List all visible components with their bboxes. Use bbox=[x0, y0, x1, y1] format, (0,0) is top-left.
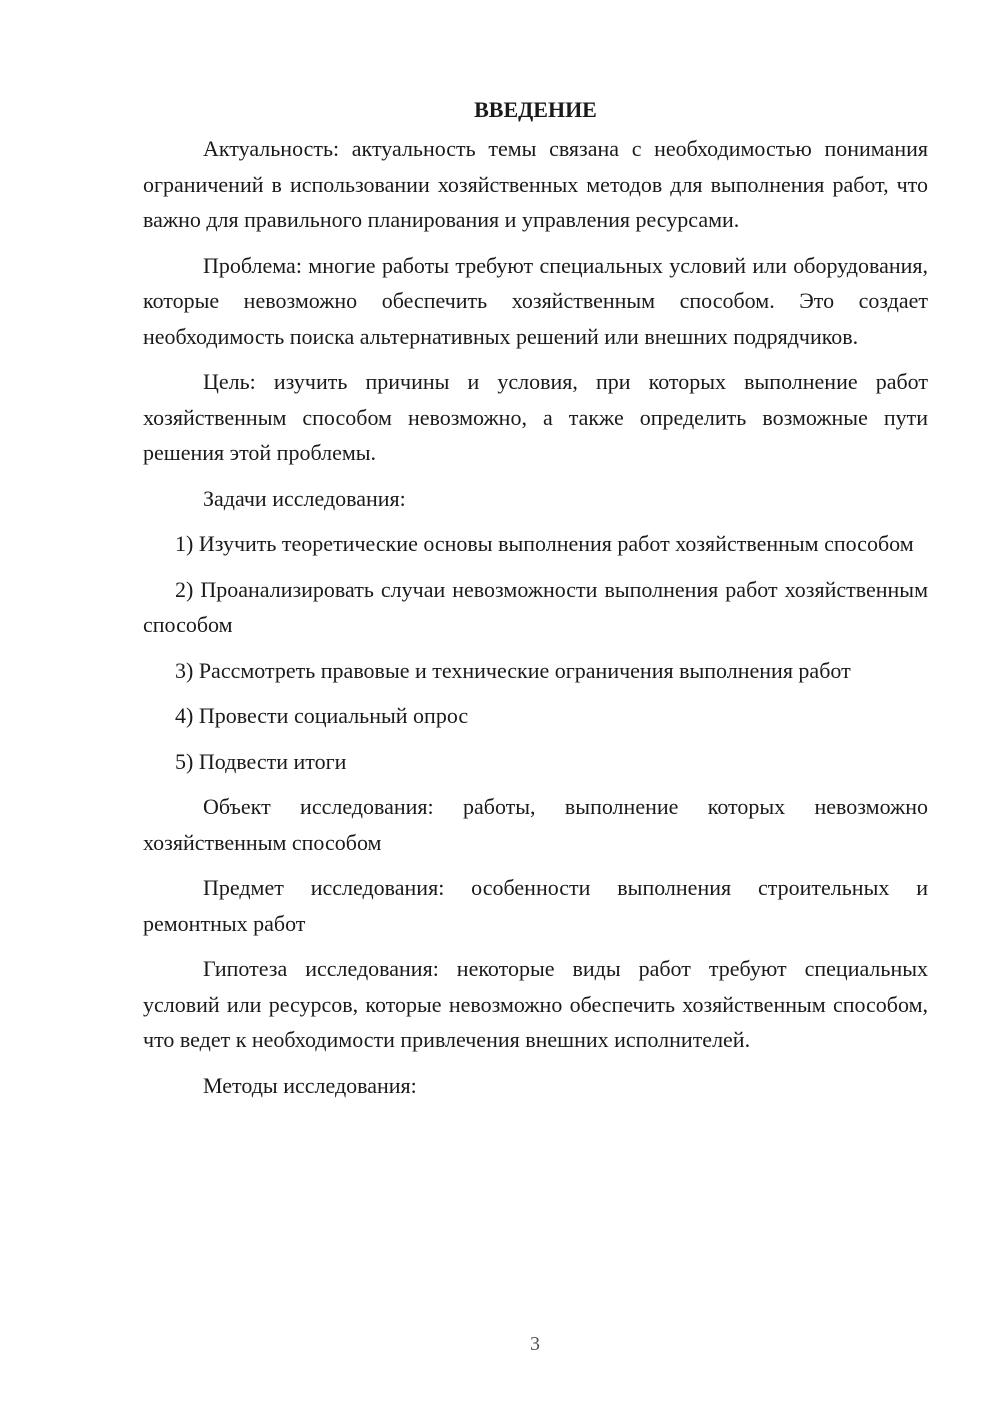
task-item: 1) Изучить теоретические основы выполнения работ хозяйственным способом bbox=[175, 531, 914, 556]
paragraph-methods: Методы исследования: bbox=[203, 1072, 417, 1098]
page-number: 3 bbox=[530, 1333, 540, 1355]
task-item: 2) Проанализировать случаи невозможности выполнения работ хозяйственным способом bbox=[143, 576, 928, 637]
task-item: 3) Рассмотреть правовые и технические ограничения выполнения работ bbox=[175, 657, 851, 683]
paragraph-object: Объект исследования: работы, выполнение которых невозможно хозяйственным способом bbox=[143, 794, 928, 855]
section-heading: ВВЕДЕНИЕ bbox=[474, 97, 597, 122]
task-item: 5) Подвести итоги bbox=[175, 748, 347, 774]
task-item: 4) Провести социальный опрос bbox=[175, 703, 469, 728]
paragraph-hypothesis: Гипотеза исследования: некоторые виды работ требуют специальных условий или ресурсов, которые невозможно обеспечить хозяйственным способом, что ведет к необходимости привлечения внешних исполнителей. bbox=[143, 956, 928, 1052]
paragraph-goal: Цель: изучить причины и условия, при которых выполнение работ хозяйственным способом невозможно, а также определить возможные пути решения этой проблемы. bbox=[143, 369, 928, 465]
paragraph-tasks-title: Задачи исследования: bbox=[203, 485, 406, 511]
paragraph-problem: Проблема: многие работы требуют специальных условий или оборудования, которые невозможно обеспечить хозяйственным способом. Это создает необходимость поиска альтернативных решений или внешних подрядчиков. bbox=[143, 252, 928, 349]
paragraph-relevance: Актуальность: актуальность темы связана с необходимостью понимания ограничений в использовании хозяйственных методов для выполнения работ, что важно для правильного планирования и управления ресурсами. bbox=[143, 136, 928, 232]
paragraph-subject: Предмет исследования: особенности выполнения строительных и ремонтных работ bbox=[143, 875, 928, 936]
page-body bbox=[143, 92, 928, 1113]
